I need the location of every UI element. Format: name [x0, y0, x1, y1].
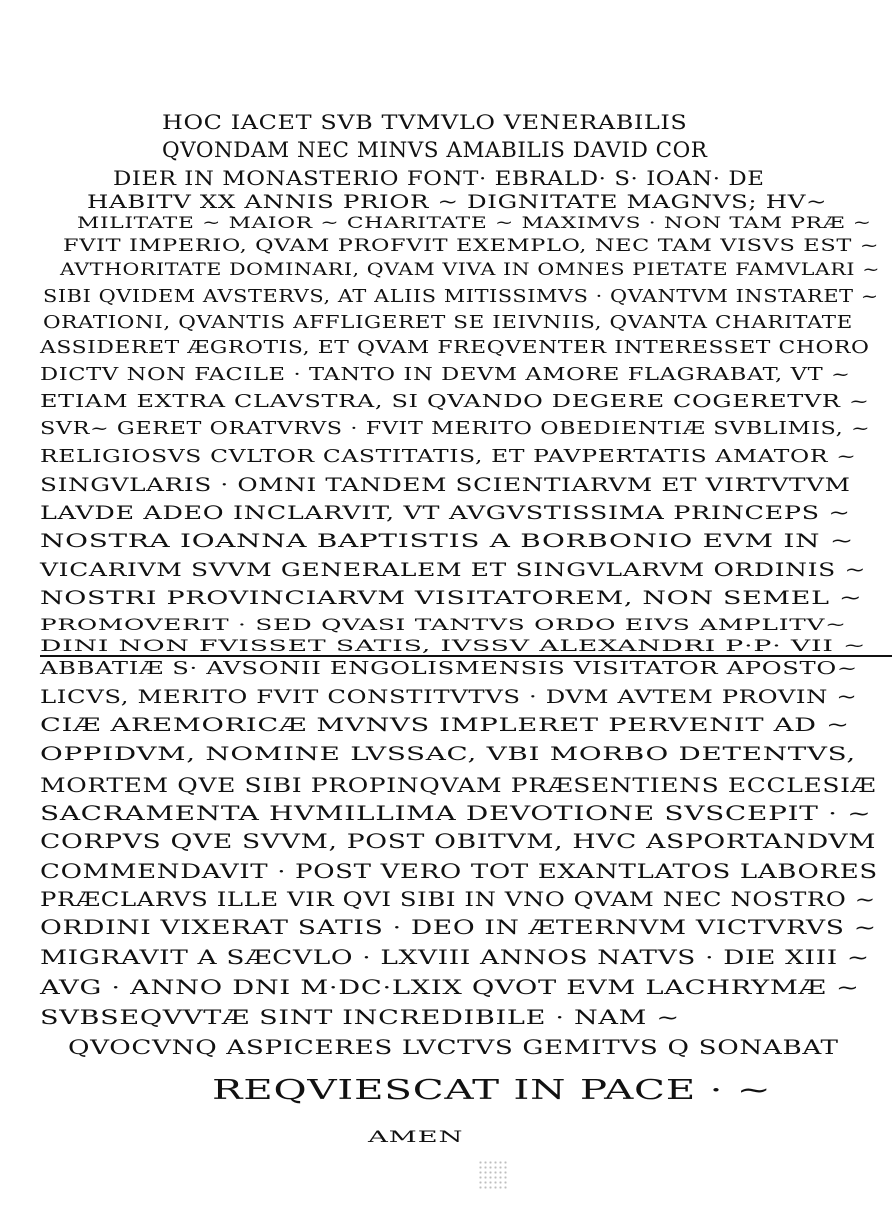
- inscription-line: SVR~ GERET ORATVRVS · FVIT MERITO OBEDIENTIÆ SVBLIMIS, ~: [40, 418, 871, 439]
- inscription-line: ORATIONI, QVANTIS AFFLIGERET SE IEIVNIIS, QVANTA CHARITATE: [43, 312, 853, 333]
- inscription-line: COMMENDAVIT · POST VERO TOT EXANTLATOS LABORES: [40, 859, 878, 883]
- inscription-line: DICTV NON FACILE · TANTO IN DEVM AMORE FLAGRABAT, VT ~: [40, 364, 851, 385]
- inscription-line: PRÆCLARVS ILLE VIR QVI SIBI IN VNO QVAM NEC NOSTRO ~: [40, 887, 876, 911]
- paper-speckle: [478, 1160, 508, 1190]
- inscription-line: HOC IACET SVB TVMVLO VENERABILIS: [162, 110, 688, 134]
- inscription-line: LICVS, MERITO FVIT CONSTITVTVS · DVM AVTEM PROVIN ~: [40, 686, 858, 708]
- inscription-line: CIÆ AREMORICÆ MVNVS IMPLERET PERVENIT AD ~: [40, 714, 850, 736]
- inscription-line: SACRAMENTA HVMILLIMA DEVOTIONE SVSCEPIT · ~: [40, 801, 872, 825]
- inscription-line: MIGRAVIT A SÆCVLO · LXVIII ANNOS NATVS · DIE XIII ~: [40, 945, 870, 969]
- inscription-line: AVTHORITATE DOMINARI, QVAM VIVA IN OMNES PIETATE FAMVLARI ~: [60, 260, 880, 280]
- inscription-line: DINI NON FVISSET SATIS, IVSSV ALEXANDRI P·P· VII ~: [40, 636, 867, 655]
- strike-rule: [40, 655, 892, 657]
- inscription-line: DIER IN MONASTERIO FONT· EBRALD· S· IOAN· DE: [113, 166, 765, 190]
- inscription-line: SIBI QVIDEM AVSTERVS, AT ALIIS MITISSIMVS · QVANTVM INSTARET ~: [43, 286, 879, 307]
- inscription-line: AMEN: [368, 1127, 464, 1146]
- inscription-line: ORDINI VIXERAT SATIS · DEO IN ÆTERNVM VICTVRVS ~: [40, 915, 877, 939]
- inscription-line: SINGVLARIS · OMNI TANDEM SCIENTIARVM ET VIRTVTVM: [40, 474, 851, 496]
- inscription-line: LAVDE ADEO INCLARVIT, VT AVGVSTISSIMA PRINCEPS ~: [40, 502, 851, 524]
- inscription-line: NOSTRA IOANNA BAPTISTIS A BORBONIO EVM IN ~: [40, 530, 854, 552]
- inscription-line: ABBATIÆ S· AVSONII ENGOLISMENSIS VISITATOR APOSTO~: [40, 658, 858, 679]
- inscription-line: MILITATE ~ MAIOR ~ CHARITATE ~ MAXIMVS · NON TAM PRÆ ~: [77, 213, 872, 232]
- inscription-line: ASSIDERET ÆGROTIS, ET QVAM FREQVENTER INTERESSET CHORO: [40, 337, 870, 358]
- inscription-line: RELIGIOSVS CVLTOR CASTITATIS, ET PAVPERTATIS AMATOR ~: [40, 446, 857, 467]
- inscription-line: SVBSEQVVTÆ SINT INCREDIBILE · NAM ~: [40, 1005, 680, 1029]
- inscription-line: MORTEM QVE SIBI PROPINQVAM PRÆSENTIENS ECCLESIÆ: [40, 773, 877, 797]
- inscription-line: AVG · ANNO DNI M·DC·LXIX QVOT EVM LACHRYMÆ ~: [40, 975, 860, 999]
- inscription-line: QVOCVNQ ASPICERES LVCTVS GEMITVS Q SONABAT: [68, 1035, 839, 1059]
- inscription-line: ETIAM EXTRA CLAVSTRA, SI QVANDO DEGERE COGERETVR ~: [40, 391, 870, 412]
- inscription-line: FVIT IMPERIO, QVAM PROFVIT EXEMPLO, NEC TAM VISVS EST ~: [63, 236, 880, 256]
- inscription-line: VICARIVM SVVM GENERALEM ET SINGVLARVM ORDINIS ~: [40, 559, 867, 581]
- inscription-line: CORPVS QVE SVVM, POST OBITVM, HVC ASPORTANDVM: [40, 829, 877, 853]
- inscription-line: REQVIESCAT IN PACE · ~: [212, 1075, 772, 1106]
- inscription-line: PROMOVERIT · SED QVASI TANTVS ORDO EIVS AMPLITV~: [40, 615, 847, 634]
- inscription-line: QVONDAM NEC MINVS AMABILIS DAVID COR: [162, 138, 708, 162]
- inscription-line: NOSTRI PROVINCIARVM VISITATOREM, NON SEMEL ~: [40, 587, 863, 609]
- inscription-line: OPPIDVM, NOMINE LVSSAC, VBI MORBO DETENTVS,: [40, 743, 856, 765]
- inscription-line: HABITV XX ANNIS PRIOR ~ DIGNITATE MAGNVS; HV~: [87, 191, 828, 213]
